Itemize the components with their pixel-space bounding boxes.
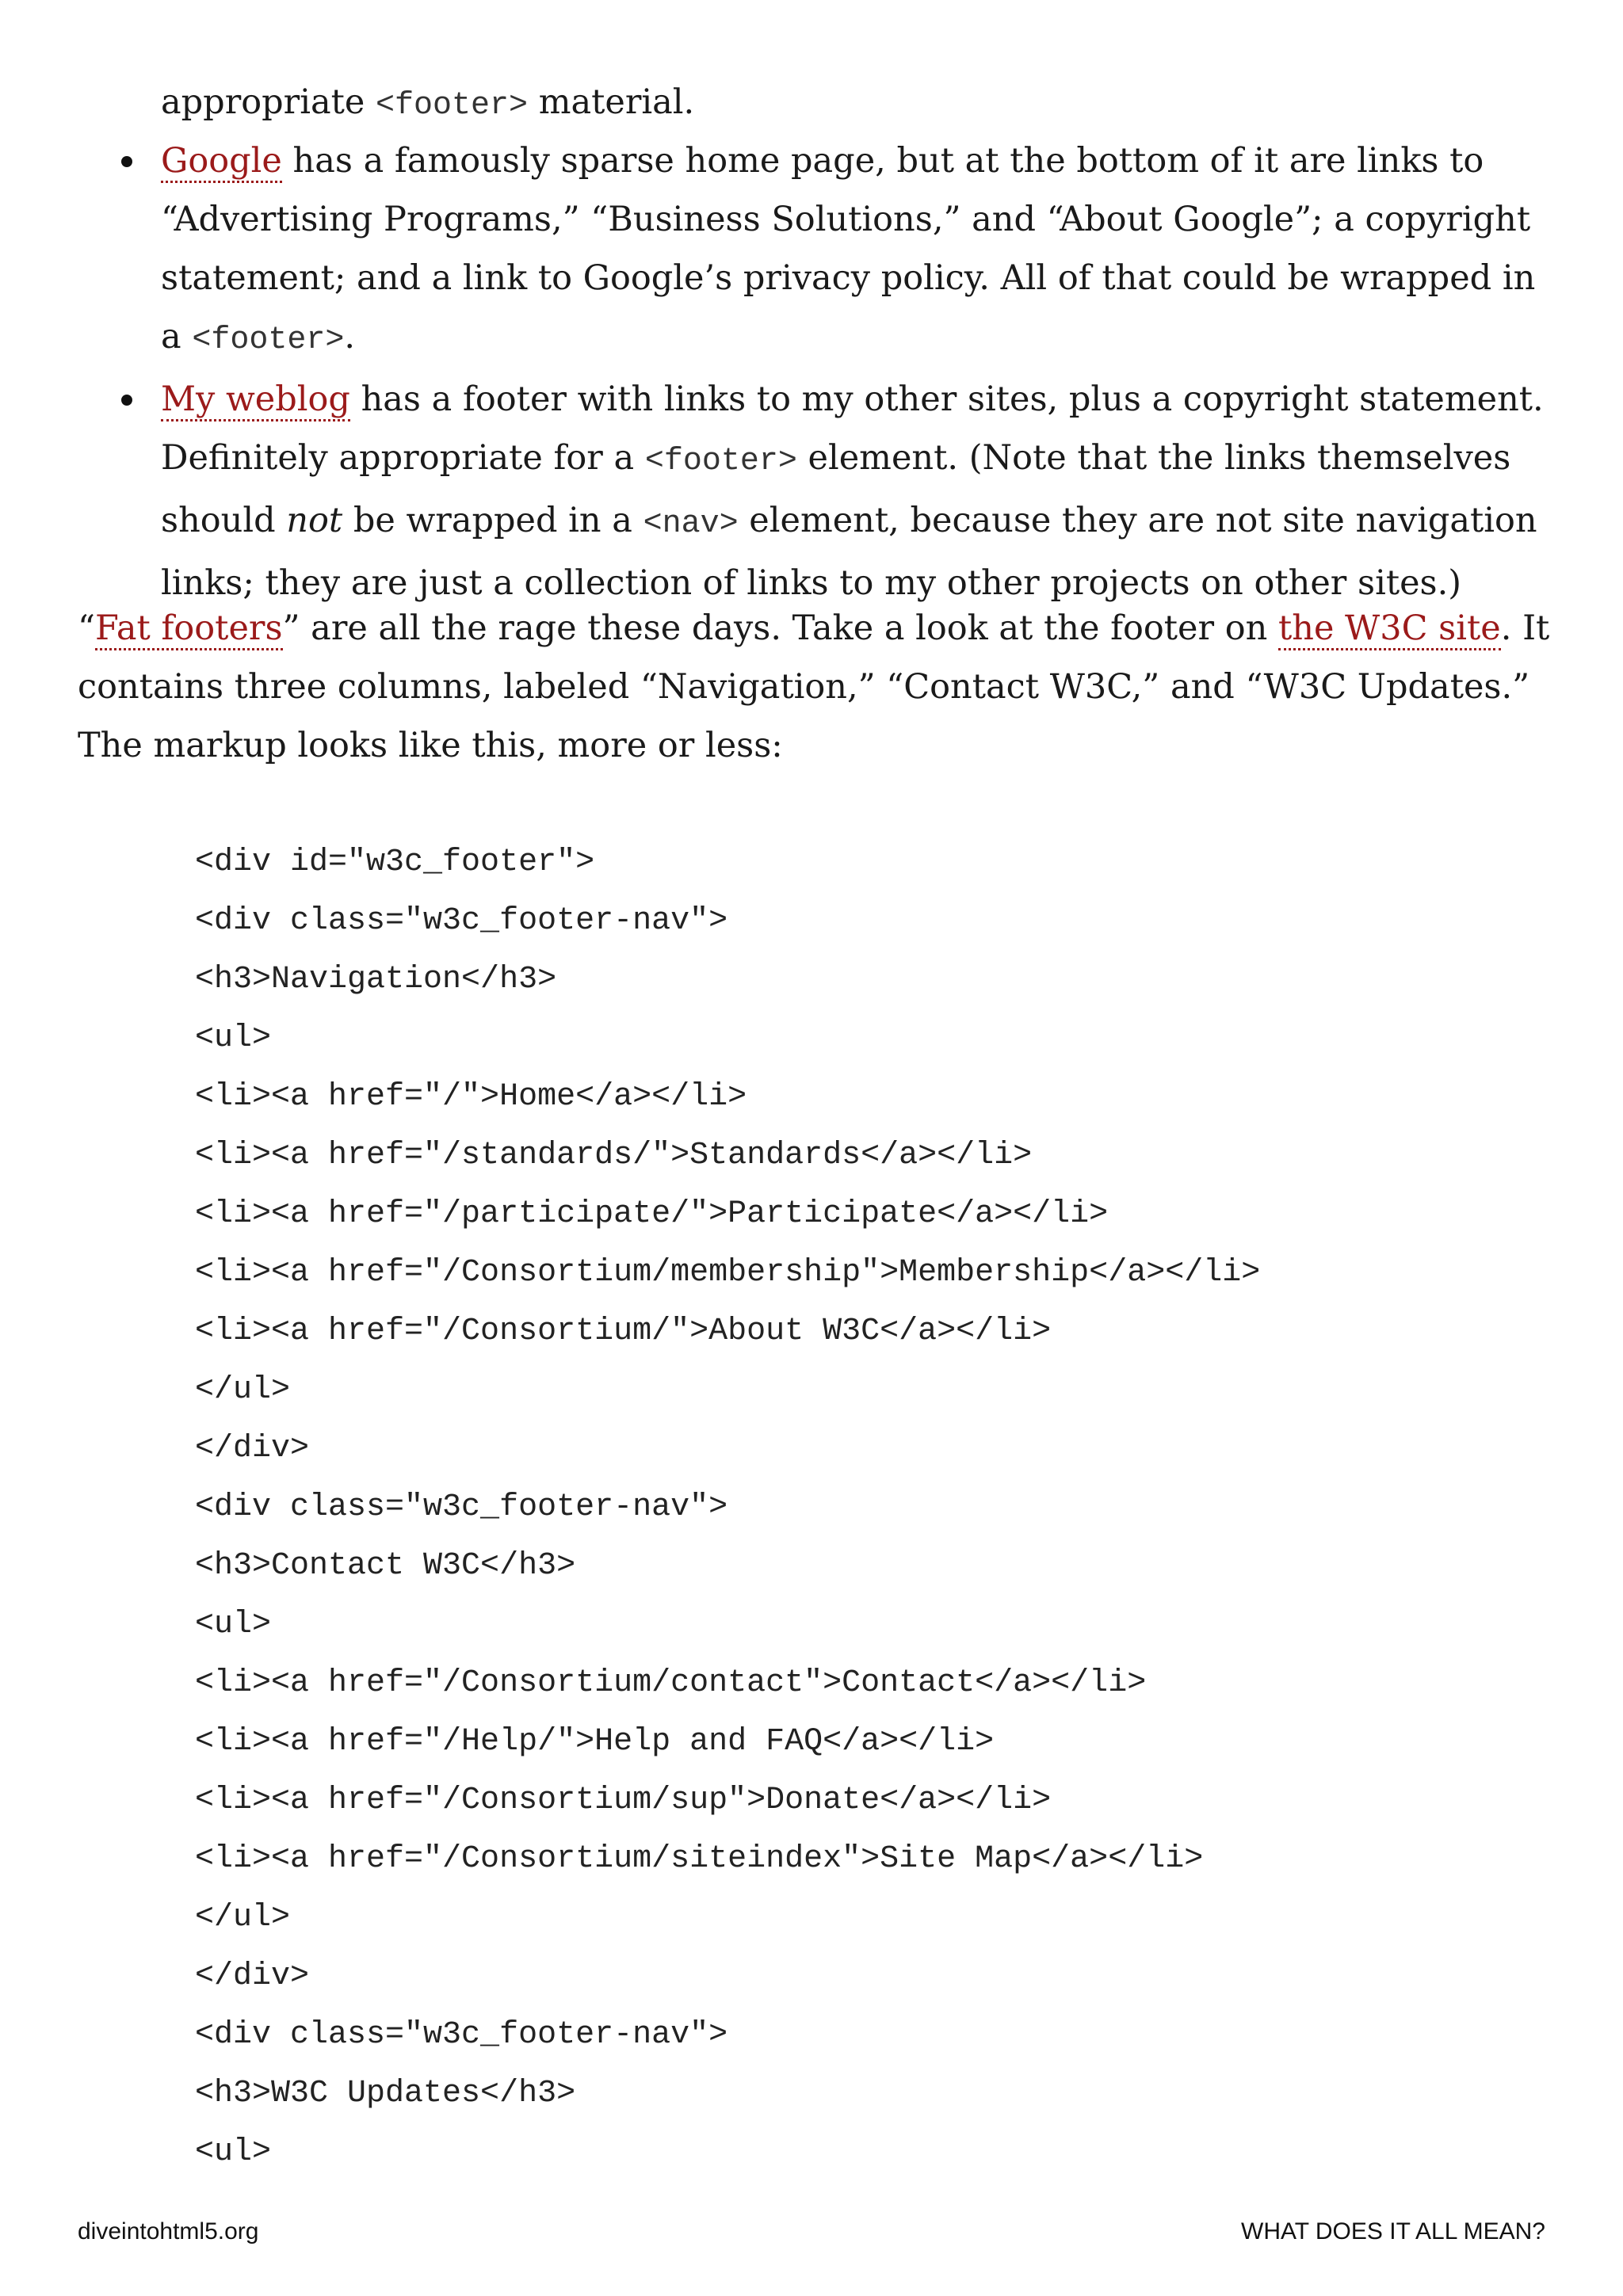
code-line: <h3>W3C Updates</h3> — [195, 2076, 576, 2111]
code-line: <li><a href="/standards/">Standards</a></li> — [195, 1138, 1033, 1173]
fragment-prefix: appropriate — [161, 82, 376, 122]
code-block — [195, 833, 1260, 2182]
bullet-icon — [121, 395, 132, 406]
list-item — [78, 132, 1552, 370]
code-line: <ul> — [195, 2134, 272, 2170]
code-line: <div id="w3c_footer"> — [195, 845, 595, 880]
list-item-text: element, because they are not site navigation links; they are just a collection of links to my other projects on other sites.) — [161, 501, 1537, 603]
fat-footers-link[interactable]: Fat footers — [95, 608, 283, 650]
code-line: <li><a href="/Consortium/sup">Donate</a></li> — [195, 1783, 1052, 1818]
list-item-text: has a footer with links to my other sites, plus a copyright statement. Definitely appropriate for a — [161, 379, 1544, 478]
bullet-icon — [121, 156, 132, 167]
code-line: <li><a href="/Consortium/">About W3C</a></li> — [195, 1314, 1052, 1349]
code-line: <li><a href="/participate/">Participate</a></li> — [195, 1196, 1109, 1232]
code-line: </ul> — [195, 1900, 291, 1936]
open-quote: “ — [78, 608, 95, 648]
continued-text — [161, 73, 1556, 135]
inline-code: <nav> — [643, 506, 739, 542]
code-line: <ul> — [195, 1020, 272, 1056]
google-link[interactable]: Google — [161, 141, 282, 183]
code-line: <div class="w3c_footer-nav"> — [195, 2017, 728, 2053]
fat-footers-paragraph — [78, 599, 1552, 775]
code-line: <ul> — [195, 1607, 272, 1642]
paragraph-text: . It contains three columns, labeled “Navigation,” “Contact W3C,” and “W3C Updates.” The markup looks like this, more or less: — [78, 608, 1550, 765]
code-line: <li><a href="/Consortium/contact">Contact</a></li> — [195, 1665, 1147, 1701]
emphasis: not — [286, 501, 343, 540]
paragraph-text: ” are all the rage these days. Take a look at the footer on — [282, 608, 1278, 648]
page-footer-chapter: WHAT DOES IT ALL MEAN? — [1241, 2218, 1545, 2245]
list-item-text: has a famously sparse home page, but at the bottom of it are links to “Advertising Programs,” “Business Solutions,” and “About Google”; a copyright statement; and a link to Google’s privacy policy. All of that could be wrapped in a — [161, 141, 1536, 357]
code-line: <div class="w3c_footer-nav"> — [195, 1489, 728, 1525]
w3c-site-link[interactable]: the W3C site — [1278, 608, 1501, 650]
code-line: <li><a href="/Help/">Help and FAQ</a></li> — [195, 1724, 995, 1760]
fragment-suffix: material. — [528, 82, 695, 122]
example-list — [78, 132, 1552, 612]
page-footer-site: diveintohtml5.org — [78, 2218, 259, 2245]
code-line: <h3>Navigation</h3> — [195, 962, 557, 997]
code-line: <li><a href="/Consortium/siteindex">Site Map</a></li> — [195, 1841, 1204, 1877]
code-line: </ul> — [195, 1372, 291, 1408]
code-line: </div> — [195, 1431, 310, 1466]
list-item-text: . — [344, 317, 356, 357]
code-line: <li><a href="/">Home</a></li> — [195, 1079, 747, 1115]
weblog-link[interactable]: My weblog — [161, 379, 350, 421]
inline-code: <footer> — [192, 322, 345, 358]
code-line: <h3>Contact W3C</h3> — [195, 1548, 576, 1584]
code-line: <li><a href="/Consortium/membership">Membership</a></li> — [195, 1255, 1261, 1291]
code-line: </div> — [195, 1958, 310, 1994]
inline-code: <footer> — [644, 444, 797, 479]
list-item-text: be wrapped in a — [342, 501, 643, 540]
inline-code: <footer> — [376, 88, 529, 124]
code-line: <div class="w3c_footer-nav"> — [195, 903, 728, 939]
list-item-text: element. (Note that the links themselves should — [161, 438, 1511, 540]
list-item — [78, 370, 1552, 612]
